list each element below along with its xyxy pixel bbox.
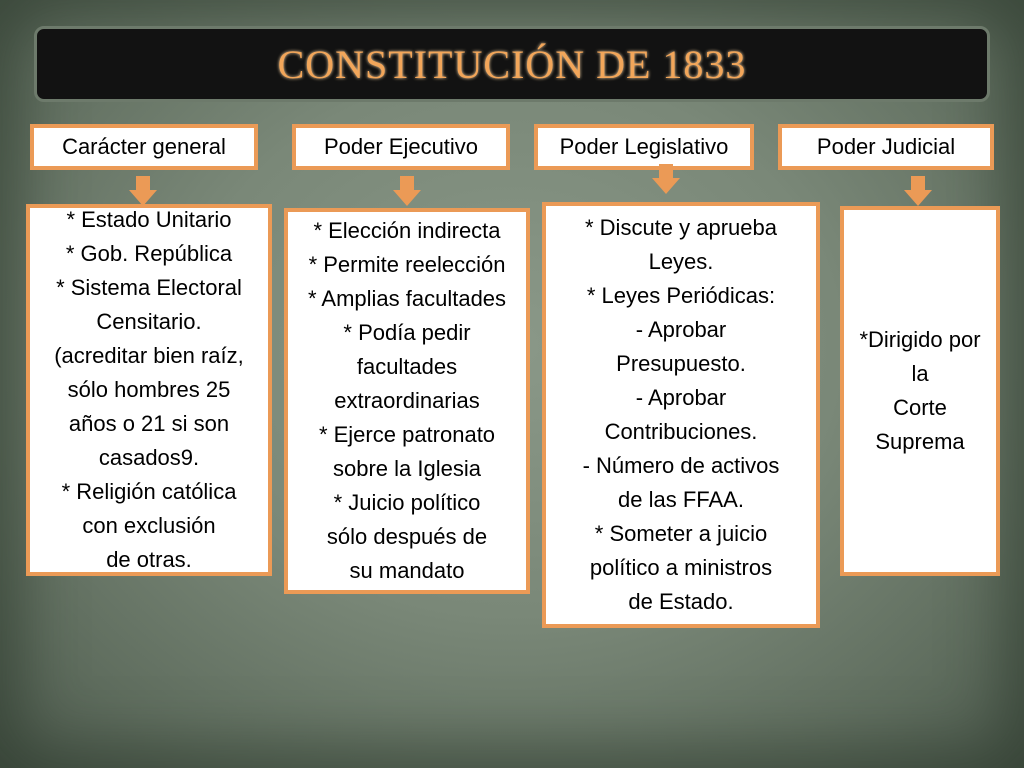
content-line: * Religión católica (61, 479, 237, 504)
content-line: - Aprobar (635, 385, 727, 410)
content-line: - Aprobar (635, 317, 727, 342)
content-line: Censitario. (96, 309, 202, 334)
content-line: sólo hombres 25 (67, 377, 231, 402)
content-line: con exclusión (82, 513, 216, 538)
content-line: político a ministros (589, 555, 773, 580)
content-line: de Estado. (628, 589, 734, 614)
content-line: años o 21 si son (68, 411, 230, 436)
content-line: Suprema (875, 429, 965, 454)
down-arrow-icon (393, 176, 421, 206)
content-line: de otras. (106, 547, 192, 572)
page-title: CONSTITUCIÓN DE 1833 (277, 41, 747, 87)
content-line: extraordinarias (334, 388, 480, 413)
box-poder-legislativo (542, 202, 820, 628)
content-line: * Leyes Periódicas: (586, 283, 776, 308)
header-caracter-general (30, 124, 258, 170)
content-line: * Juicio político (333, 490, 481, 515)
content-line: * Discute y aprueba (585, 215, 777, 240)
content-line: Presupuesto. (616, 351, 746, 376)
box-poder-ejecutivo (284, 208, 530, 594)
header-poder-judicial (778, 124, 994, 170)
content-line: * Elección indirecta (313, 218, 501, 243)
content-line: *Dirigido por (859, 327, 981, 352)
header-poder-ejecutivo (292, 124, 510, 170)
header-label: Poder Judicial (816, 134, 956, 159)
content-line: su mandato (349, 558, 465, 583)
content-line: Corte (893, 395, 947, 420)
content-line: * Sistema Electoral (56, 275, 242, 300)
content-line: Leyes. (648, 249, 714, 274)
title-banner (34, 26, 990, 102)
content-line: * Estado Unitario (66, 207, 232, 232)
content-line: * Podía pedir (343, 320, 471, 345)
content-line: facultades (356, 354, 458, 379)
content-line: (acreditar bien raíz, (54, 343, 244, 368)
down-arrow-icon (652, 164, 680, 194)
content-line: sobre la Iglesia (333, 456, 481, 481)
box-poder-judicial (840, 206, 1000, 576)
content-line: sólo después de (326, 524, 488, 549)
content-line: * Gob. República (65, 241, 233, 266)
content-line: Contribuciones. (604, 419, 758, 444)
content-line: * Someter a juicio (594, 521, 768, 546)
content-line: de las FFAA. (618, 487, 744, 512)
content-line: * Ejerce patronato (318, 422, 496, 447)
header-poder-legislativo (534, 124, 754, 170)
down-arrow-icon (904, 176, 932, 206)
header-label: Carácter general (62, 134, 226, 159)
content-line: - Número de activos (582, 453, 780, 478)
box-caracter-general (26, 204, 272, 576)
header-label: Poder Ejecutivo (323, 134, 479, 159)
content-line: * Amplias facultades (307, 286, 507, 311)
down-arrow-icon (129, 176, 157, 206)
content-line: * Permite reelección (308, 252, 506, 277)
content-line: casados9. (98, 445, 200, 470)
content-line: la (911, 361, 929, 386)
header-label: Poder Legislativo (559, 134, 729, 159)
